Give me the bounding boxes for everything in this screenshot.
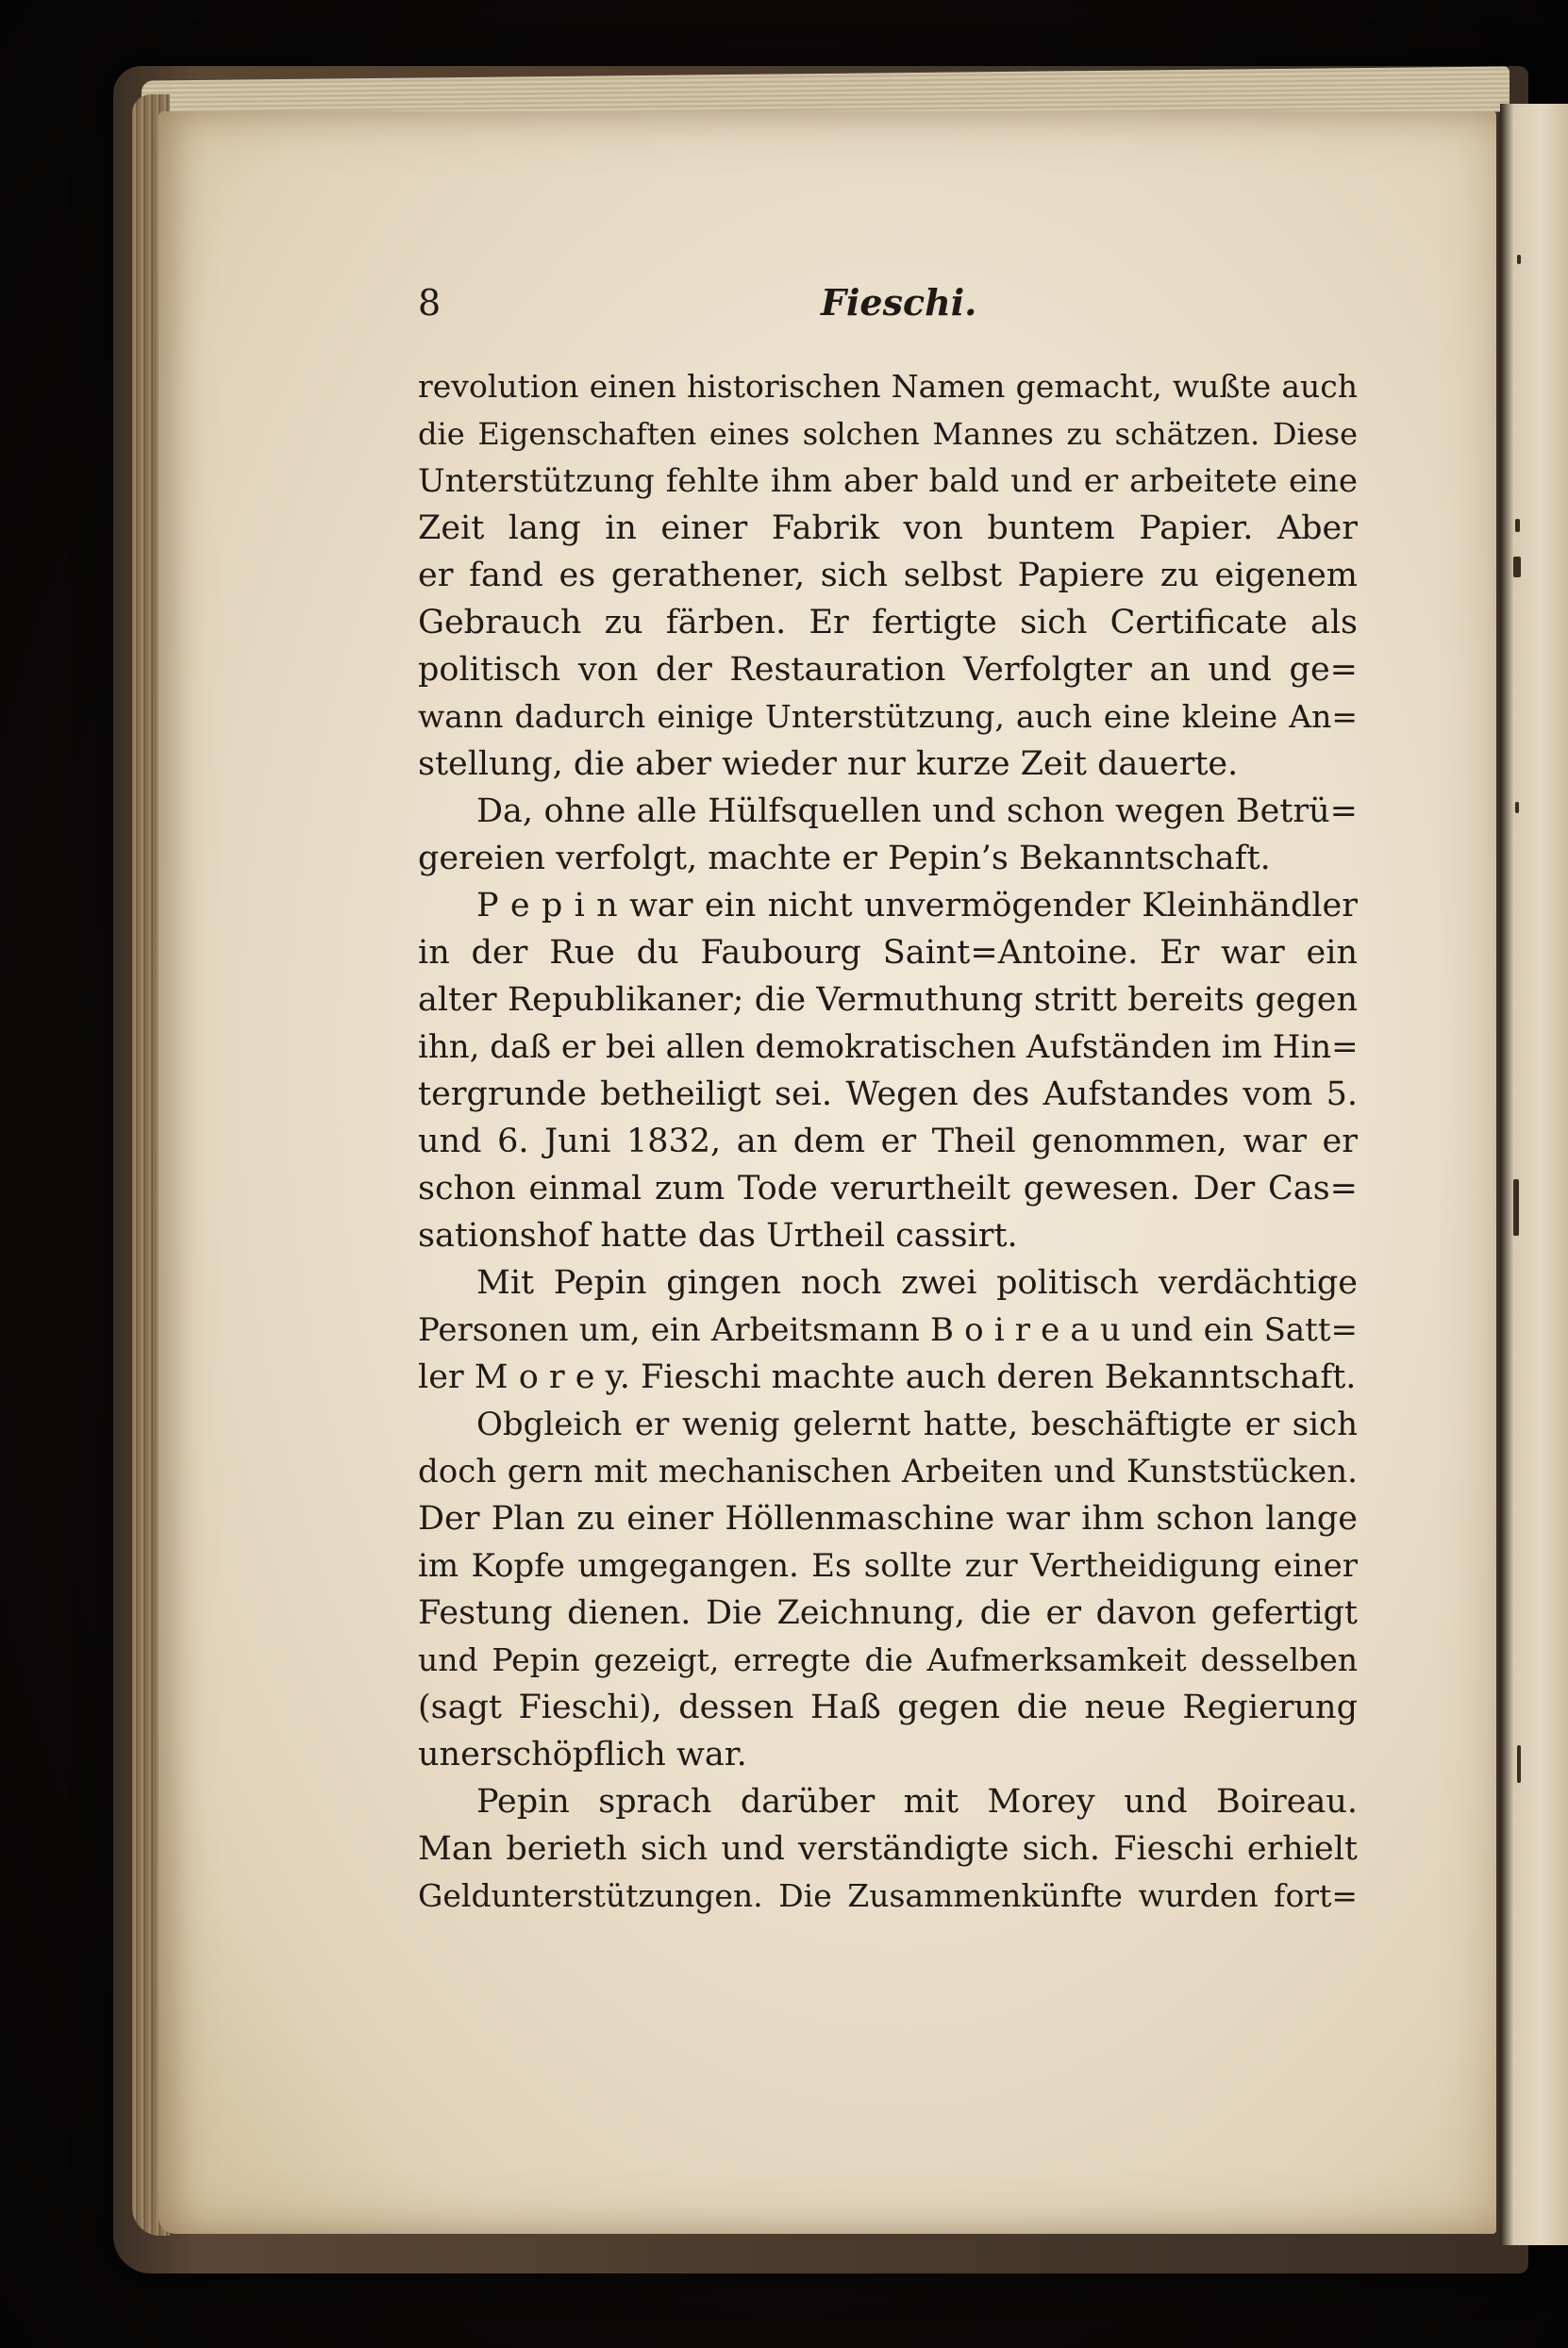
- text-line: schon einmal zum Tode verurtheilt gewesen. Der Cas=: [418, 1170, 1358, 1207]
- text-line: in der Rue du Faubourg Saint=Antoine. Er war ein: [418, 934, 1358, 972]
- text-line: stellung, die aber wieder nur kurze Zeit dauerte.: [418, 745, 1239, 783]
- text-line: sationshof hatte das Urtheil cassirt.: [418, 1217, 1018, 1255]
- text-line: Festung dienen. Die Zeichnung, die er davon gefertigt: [418, 1594, 1358, 1632]
- text-line: Geldunterstützungen. Die Zusammenkünfte wurden fort=: [418, 1877, 1358, 1914]
- text-line: Man berieth sich und verständigte sich. Fieschi erhielt: [418, 1830, 1358, 1868]
- text-line: ihn, daß er bei allen demokratischen Aufständen im Hin=: [418, 1028, 1359, 1066]
- text-line: Unterstützung fehlte ihm aber bald und er arbeitete eine: [418, 462, 1358, 500]
- text-line: gereien verfolgt, machte er Pepin’s Bekanntschaft.: [418, 840, 1271, 877]
- text-line: P e p i n war ein nicht unvermögender Kleinhändler: [476, 887, 1358, 924]
- text-line: er fand es gerathener, sich selbst Papiere zu eigenem: [418, 557, 1358, 594]
- text-line: doch gern mit mechanischen Arbeiten und Kunststücken.: [418, 1453, 1358, 1490]
- text-line: politisch von der Restauration Verfolgter an und ge=: [418, 651, 1358, 689]
- text-line: Pepin sprach darüber mit Morey und Boireau.: [476, 1783, 1358, 1821]
- text-line: Gebrauch zu färben. Er fertigte sich Certificate als: [418, 604, 1358, 641]
- text-line: Personen um, ein Arbeitsmann B o i r e a u und ein Satt=: [418, 1311, 1358, 1349]
- text-line: im Kopfe umgegangen. Es sollte zur Vertheidigung einer: [418, 1547, 1358, 1585]
- text-line: (sagt Fieschi), dessen Haß gegen die neue Regierung: [418, 1689, 1358, 1726]
- text-line: revolution einen historischen Namen gemacht, wußte auch: [418, 368, 1358, 405]
- running-title: Fieschi.: [821, 281, 977, 324]
- text-line: ler M o r e y. Fieschi machte auch deren Bekanntschaft.: [418, 1358, 1357, 1396]
- text-line: tergrunde betheiligt sei. Wegen des Aufstandes vom 5.: [418, 1075, 1358, 1113]
- text-line: Der Plan zu einer Höllenmaschine war ihm schon lange: [418, 1500, 1358, 1538]
- page-number: 8: [418, 282, 442, 324]
- text-line: Mit Pepin gingen noch zwei politisch verdächtige: [476, 1264, 1358, 1302]
- text-line: Da, ohne alle Hülfsquellen und schon wegen Betrü=: [476, 792, 1358, 830]
- text-line: unerschöpflich war.: [418, 1736, 747, 1773]
- text-line: und 6. Juni 1832, an dem er Theil genommen, war er: [418, 1123, 1358, 1160]
- text-line: wann dadurch einige Unterstützung, auch eine kleine An=: [418, 698, 1358, 735]
- text-line: und Pepin gezeigt, erregte die Aufmerksamkeit desselben: [418, 1641, 1358, 1678]
- text-line: die Eigenschaften eines solchen Mannes zu schätzen. Diese: [418, 416, 1358, 452]
- text-line: Obgleich er wenig gelernt hatte, beschäftigte er sich: [476, 1406, 1358, 1443]
- text-line: alter Republikaner; die Vermuthung stritt bereits gegen: [418, 981, 1358, 1019]
- text-line: Zeit lang in einer Fabrik von buntem Papier. Aber: [418, 509, 1358, 547]
